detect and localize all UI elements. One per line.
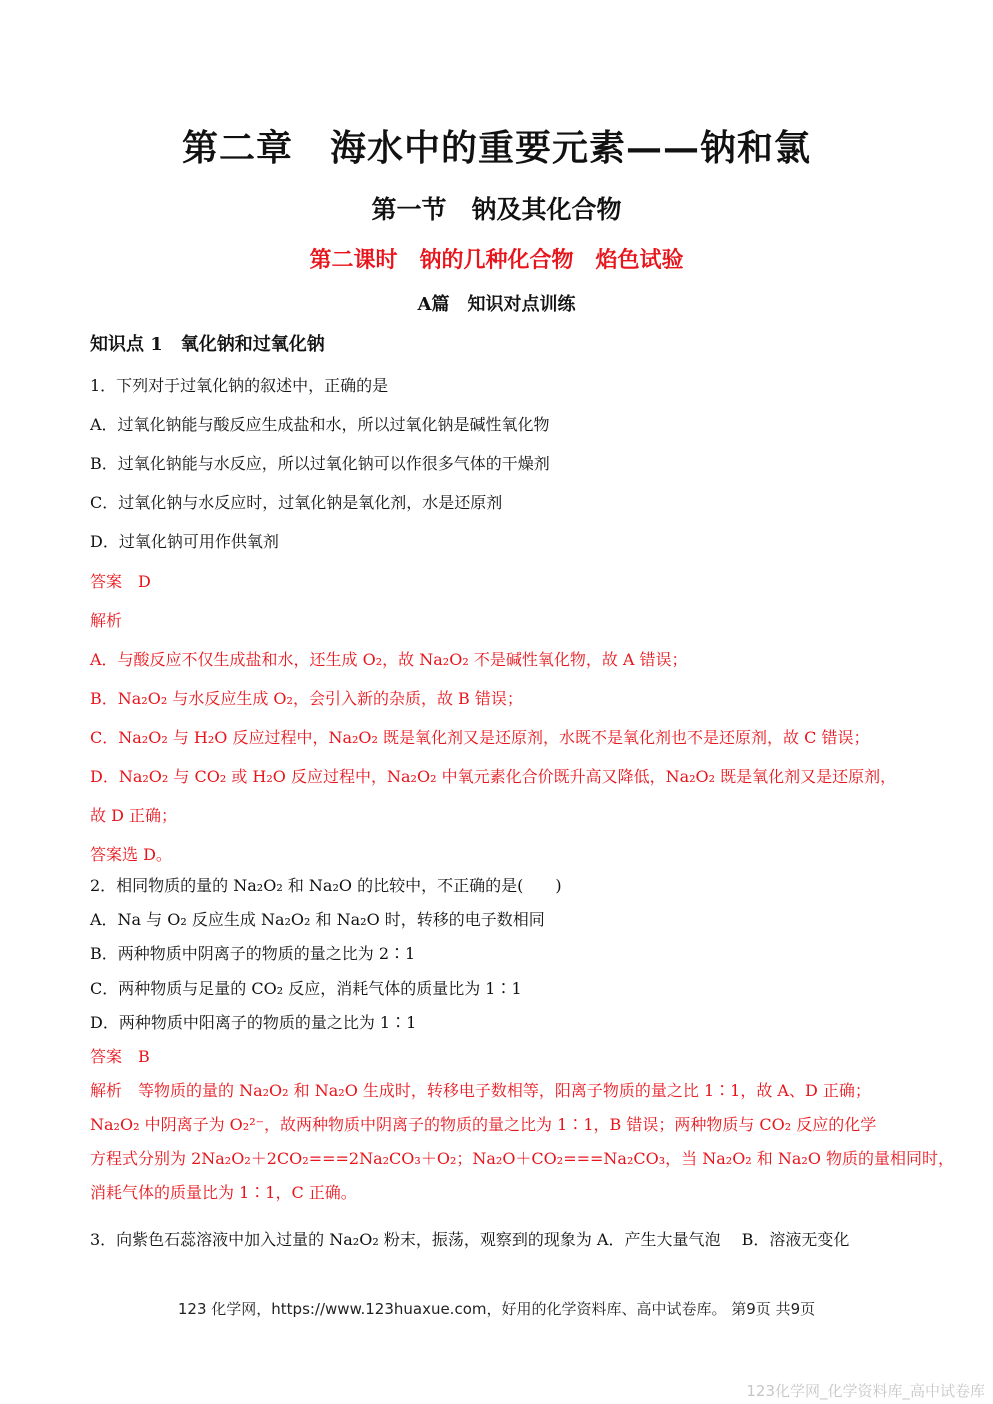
q1-explanation-d: D．Na₂O₂ 与 CO₂ 或 H₂O 反应过程中，Na₂O₂ 中氧元素化合价既升高又降低，Na₂O₂ 既是氧化剂又是还原剂，	[90, 767, 897, 786]
knowledge-point-heading: 知识点 1 氧化钠和过氧化钠	[90, 334, 325, 355]
q1-option-a: A．过氧化钠能与酸反应生成盐和水，所以过氧化钠是碱性氧化物	[90, 415, 550, 434]
section-title: 第一节 钠及其化合物	[371, 195, 622, 224]
q2-explanation-line-2: Na₂O₂ 中阴离子为 O₂²⁻，故两种物质中阴离子的物质的量之比为 1∶1，B 错误；两种物质与 CO₂ 反应的化学	[90, 1115, 877, 1134]
q2-explanation-line-4: 消耗气体的质量比为 1∶1，C 正确。	[90, 1183, 357, 1202]
q2-explanation-line-1: 解析 等物质的量的 Na₂O₂ 和 Na₂O 生成时，转移电子数相等，阳离子物质的量之比 1∶1，故 A、D 正确；	[90, 1081, 871, 1100]
q2-explanation-line-3: 方程式分别为 2Na₂O₂＋2CO₂===2Na₂CO₃＋O₂；Na₂O＋CO₂===Na₂CO₃，当 Na₂O₂ 和 Na₂O 物质的量相同时，	[90, 1149, 955, 1168]
q1-option-d: D．过氧化钠可用作供氧剂	[90, 532, 279, 551]
page-footer: 123 化学网，https://www.123huaxue.com，好用的化学资料库、高中试卷库。 第9页 共9页	[177, 1300, 816, 1318]
q2-option-d: D．两种物质中阳离子的物质的量之比为 1∶1	[90, 1013, 417, 1032]
lesson-title: 第二课时 钠的几种化合物 焰色试验	[309, 247, 684, 273]
q1-stem: 1．下列对于过氧化钠的叙述中，正确的是	[90, 376, 389, 395]
q2-option-a: A．Na 与 O₂ 反应生成 Na₂O₂ 和 Na₂O 时，转移的电子数相同	[90, 910, 545, 929]
q2-option-c: C．两种物质与足量的 CO₂ 反应，消耗气体的质量比为 1∶1	[90, 979, 522, 998]
q1-option-b: B．过氧化钠能与水反应，所以过氧化钠可以作很多气体的干燥剂	[90, 454, 550, 473]
part-title: A篇 知识对点训练	[417, 294, 576, 315]
q2-stem: 2．相同物质的量的 Na₂O₂ 和 Na₂O 的比较中，不正确的是( )	[90, 876, 562, 895]
q1-explanation-c: C．Na₂O₂ 与 H₂O 反应过程中，Na₂O₂ 既是氧化剂又是还原剂，水既不是氧化剂也不是还原剂，故 C 错误；	[90, 728, 870, 747]
watermark: 123化学网_化学资料库_高中试卷库	[746, 1382, 985, 1400]
q3-stem: 3．向紫色石蕊溶液中加入过量的 Na₂O₂ 粉末，振荡，观察到的现象为 A．产生大量气泡 B．溶液无变化	[90, 1230, 850, 1249]
q1-option-c: C．过氧化钠与水反应时，过氧化钠是氧化剂，水是还原剂	[90, 493, 503, 512]
q1-explanation-d-cont: 故 D 正确；	[90, 806, 178, 825]
q1-analysis-label: 解析	[90, 611, 123, 630]
q1-explanation-a: A．与酸反应不仅生成盐和水，还生成 O₂，故 Na₂O₂ 不是碱性氧化物，故 A 错误；	[90, 650, 688, 669]
q2-option-b: B．两种物质中阴离子的物质的量之比为 2∶1	[90, 944, 416, 963]
q1-explanation-b: B．Na₂O₂ 与水反应生成 O₂，会引入新的杂质，故 B 错误；	[90, 689, 523, 708]
chapter-title: 第二章 海水中的重要元素——钠和氯	[181, 127, 811, 169]
q1-answer: 答案 D	[90, 572, 151, 591]
q1-final-answer: 答案选 D。	[90, 845, 172, 864]
q2-answer: 答案 B	[90, 1047, 150, 1066]
